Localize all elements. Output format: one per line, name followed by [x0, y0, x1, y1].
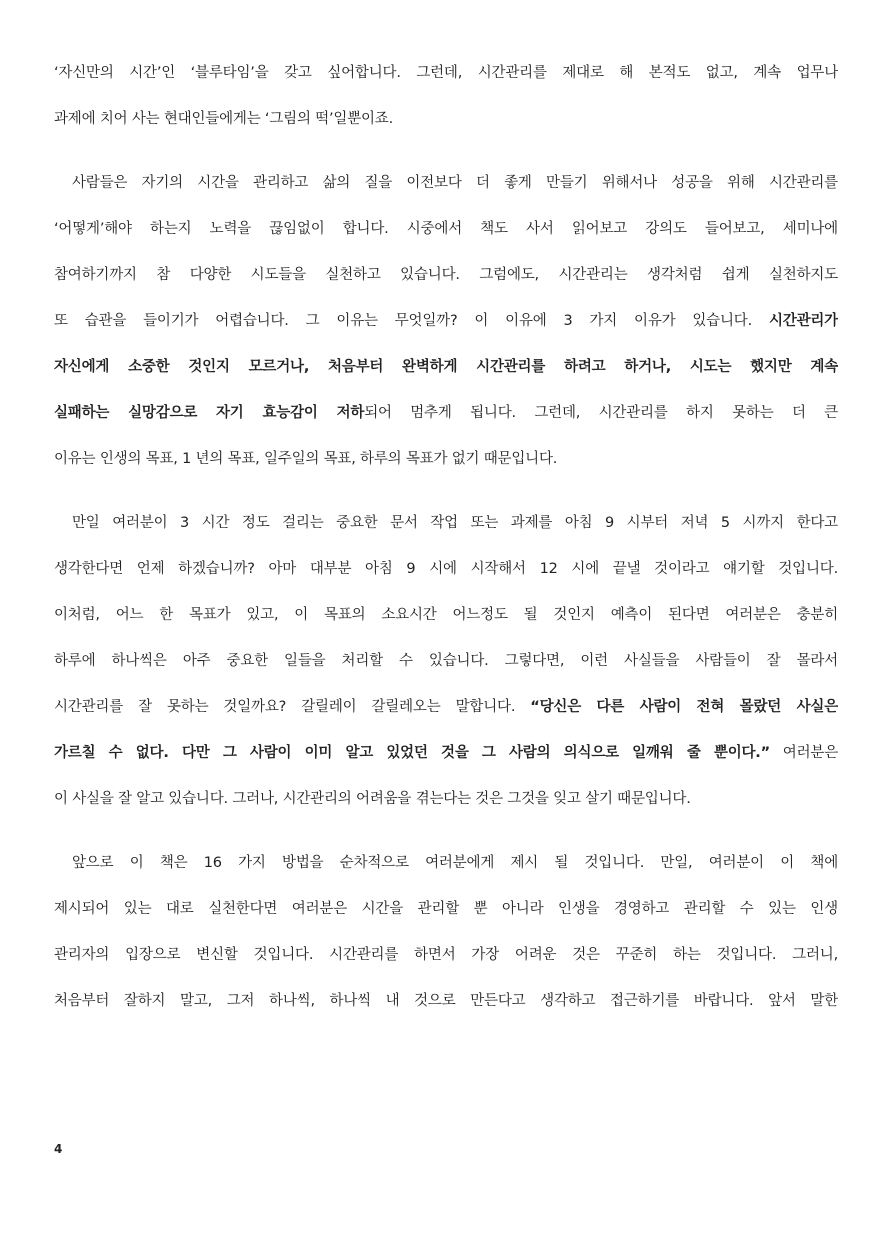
text-line [54, 776, 838, 822]
bold-text: 실패하는 실망감으로 자기 효능감이 저하 [54, 405, 365, 421]
paragraph-gap [54, 822, 838, 840]
page-number: 4 [54, 1142, 63, 1156]
text-line [54, 344, 838, 390]
text-line [54, 298, 838, 344]
text-line [54, 978, 838, 1024]
text-run: 참여하기까지 참 다양한 시도들을 실천하고 있습니다. 그럼에도, 시간관리는 생각처럼 쉽게 실천하지도 [54, 267, 838, 283]
text-line [54, 592, 838, 638]
text-run: 되어 멈추게 됩니다. 그런데, 시간관리를 하지 못하는 더 큰 [364, 405, 838, 421]
text-run: ‘자신만의 시간’인 ‘블루타임’을 갖고 싶어합니다. 그런데, 시간관리를 제대로 해 본적도 없고, 계속 업무나 [54, 65, 838, 81]
paragraph [54, 50, 838, 142]
text-run: 사람들은 자기의 시간을 관리하고 삶의 질을 이전보다 더 좋게 만들기 위해서나 성공을 위해 시간관리를 [72, 175, 838, 191]
text-run: 제시되어 있는 대로 실천한다면 여러분은 시간을 관리할 뿐 아니라 인생을 경영하고 관리할 수 있는 인생 [54, 901, 838, 917]
text-run: 만일 여러분이 3 시간 정도 걸리는 중요한 문서 작업 또는 과제를 아침 9 시부터 저녁 5 시까지 한다고 [72, 515, 838, 531]
text-run: 관리자의 입장으로 변신할 것입니다. 시간관리를 하면서 가장 어려운 것은 꾸준히 하는 것입니다. 그러니, [54, 947, 838, 963]
bold-text: 시간관리가 [768, 313, 838, 329]
text-line [54, 932, 838, 978]
text-line [54, 500, 838, 546]
text-run: 앞으로 이 책은 16 가지 방법을 순차적으로 여러분에게 제시 될 것입니다. 만일, 여러분이 이 책에 [72, 855, 838, 871]
text-run: 이 사실을 잘 알고 있습니다. 그러나, 시간관리의 어려움을 겪는다는 것은 그것을 잊고 살기 때문입니다. [54, 791, 691, 807]
text-line [54, 160, 838, 206]
text-line [54, 436, 838, 482]
paragraph [54, 840, 838, 1024]
text-run: ‘어떻게’해야 하는지 노력을 끊임없이 합니다. 시중에서 책도 사서 읽어보고 강의도 들어보고, 세미나에 [54, 221, 838, 237]
text-run: 하루에 하나씩은 아주 중요한 일들을 처리할 수 있습니다. 그렇다면, 이런 사실들을 사람들이 잘 몰라서 [54, 653, 838, 669]
bold-text: 자신에게 소중한 것인지 모르거나, 처음부터 완벽하게 시간관리를 하려고 하거나, 시도는 했지만 계속 [54, 359, 838, 375]
text-run: 처음부터 잘하지 말고, 그저 하나씩, 하나씩 내 것으로 만든다고 생각하고 접근하기를 바랍니다. 앞서 말한 [54, 993, 838, 1009]
paragraph-gap [54, 482, 838, 500]
paragraph-gap [54, 142, 838, 160]
text-line [54, 206, 838, 252]
text-run: 생각한다면 언제 하겠습니까? 아마 대부분 아침 9 시에 시작해서 12 시에 끝낼 것이라고 얘기할 것입니다. [54, 561, 838, 577]
text-line [54, 684, 838, 730]
text-line [54, 252, 838, 298]
text-line [54, 390, 838, 436]
text-run: 이처럼, 어느 한 목표가 있고, 이 목표의 소요시간 어느정도 될 것인지 예측이 된다면 여러분은 충분히 [54, 607, 838, 623]
text-line [54, 730, 838, 776]
text-run: 또 습관을 들이기가 어렵습니다. 그 이유는 무엇일까? 이 이유에 3 가지 이유가 있습니다. [54, 313, 769, 329]
bold-text: 가르칠 수 없다. 다만 그 사람이 이미 알고 있었던 것을 그 사람의 의식으로 일깨워 줄 뿐이다.” [54, 745, 770, 761]
text-line [54, 546, 838, 592]
text-run: 여러분은 [769, 745, 838, 761]
text-line [54, 840, 838, 886]
text-run: 시간관리를 잘 못하는 것일까요? 갈릴레이 갈릴레오는 말합니다. [54, 699, 531, 715]
text-line [54, 638, 838, 684]
text-run: 이유는 인생의 목표, 1 년의 목표, 일주일의 목표, 하루의 목표가 없기 때문입니다. [54, 451, 558, 467]
text-line [54, 50, 838, 96]
document-body [54, 50, 838, 1024]
paragraph [54, 500, 838, 822]
text-line [54, 96, 838, 142]
bold-text: “당신은 다른 사람이 전혀 몰랐던 사실은 [530, 699, 838, 715]
paragraph [54, 160, 838, 482]
text-run: 과제에 치어 사는 현대인들에게는 ‘그림의 떡’일뿐이죠. [54, 111, 394, 127]
text-line [54, 886, 838, 932]
